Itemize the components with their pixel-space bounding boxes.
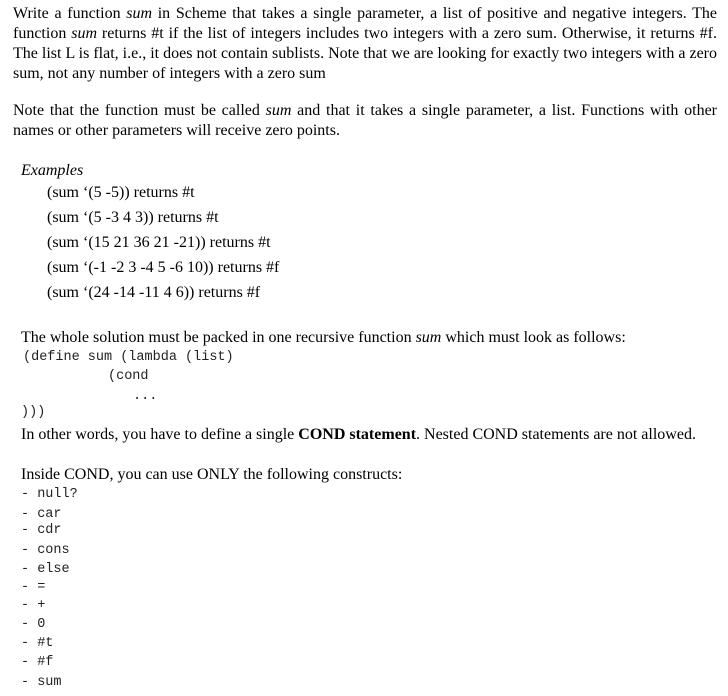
example-item: (sum ‘(24 -14 -11 4 6)) returns #f [47,284,261,301]
naming-note: Note that the function must be called sum and that it takes a single parameter, a list. Functions with other names or other parameters will receive zero points. [13,102,717,139]
code-line: ))) [21,405,46,420]
construct-item: - null? [21,487,78,502]
problem-statement: Write a function sum in Scheme that takes a single parameter, a list of positive and negative integers. The function sum returns #t if the list of integers includes two integers with a zero sum. Otherwise, it returns #f. The list L is flat, i.e., it does not contain sublists. Note that we are looking for exactly two integers with a zero sum, not any number of integers with a zero sum [13,5,718,82]
example-item: (sum ‘(-1 -2 3 -4 5 -6 10)) returns #f [47,259,280,276]
construct-item: - else [21,562,70,577]
construct-item: - #t [21,636,54,651]
code-line: (define sum (lambda (list) [23,350,234,365]
construct-item: - sum [21,675,62,690]
examples-heading: Examples [21,162,84,179]
example-item: (sum ‘(5 -3 4 3)) returns #t [47,209,219,226]
single-cond-note: In other words, you have to define a single COND statement. Nested COND statements are not allowed. [21,426,696,443]
example-item: (sum ‘(15 21 36 21 -21)) returns #t [47,234,271,251]
construct-item: - #f [21,655,54,670]
code-line: ... [133,389,158,404]
solution-intro: The whole solution must be packed in one recursive function sum which must look as follows: [21,329,626,346]
construct-item: - + [21,598,46,613]
construct-item: - = [21,580,46,595]
construct-item: - 0 [21,617,46,632]
code-line: (cond [108,369,149,384]
constructs-intro: Inside COND, you can use ONLY the following constructs: [21,466,403,483]
construct-item: - cons [21,543,70,558]
construct-item: - cdr [21,523,62,538]
example-item: (sum ‘(5 -5)) returns #t [47,184,195,201]
construct-item: - car [21,507,62,522]
